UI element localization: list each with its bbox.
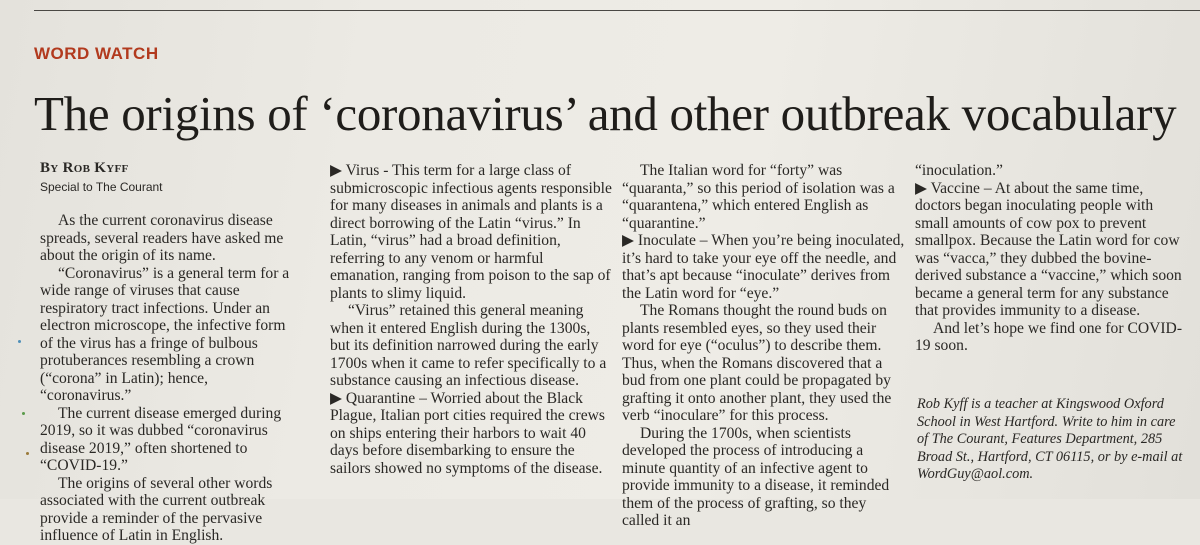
paper-fleck-icon [26, 452, 29, 455]
article-column-1 [40, 212, 302, 545]
paragraph: And let’s hope we find one for COVID-19 soon. [915, 319, 1183, 354]
paragraph: As the current coronavirus disease spreads, several readers have asked me about the origin of its name. [40, 212, 284, 264]
headline: The origins of ‘coronavirus’ and other outbreak vocabulary [34, 86, 1177, 141]
paragraph: The Romans thought the round buds on plants resembled eyes, so they used their word for eye (“oculus”) to describe them. Thus, when the Romans discovered that a bud from one plant could be propagated by grafting it onto another plant, they used the verb “inoculare” for this process. [622, 302, 892, 424]
paragraph: The current disease emerged during 2019, so it was dubbed “coronavirus disease 2019,” often shortened to “COVID-19.” [40, 404, 282, 474]
top-rule [34, 10, 1200, 11]
paragraph: ▶ Vaccine – At about the same time, doctors began inoculating people with small amounts of cow pox to prevent smallpox. Because the Latin word for cow was “vacca,” they dubbed the bovine-derived substance a “vaccine,” which soon became a general term for any substance that provides immunity to a disease. [915, 179, 1182, 319]
paragraph: “inoculation.” [915, 162, 1003, 179]
paper-fleck-icon [22, 412, 25, 415]
paragraph: The Italian word for “forty” was “quaranta,” so this period of isolation was a “quarantena,” which entered English as “quarantine.” [622, 162, 895, 232]
paper-fleck-icon [18, 340, 21, 343]
article-column-4 [915, 162, 1187, 355]
author-bio: Rob Kyff is a teacher at Kingswood Oxford School in West Hartford. Write to him in care of The Courant, Features Department, 285 Broad St., Hartford, CT 06115, or by e-mail at WordGuy@aol.com. [917, 396, 1183, 482]
paragraph: ▶ Virus - This term for a large class of submicroscopic infectious agents responsible for many diseases in animals and plants is a direct borrowing of the Latin “virus.” In Latin, “virus” had a broad definition, referring to any venom or harmful emanation, ranging from poison to the sap of plants to slimy liquid. [330, 162, 612, 302]
byline: By Rob Kyff [40, 160, 129, 176]
article-column-2 [330, 162, 612, 477]
paragraph: “Virus” retained this general meaning when it entered English during the 1300s, but its definition narrowed during the early 1700s when it came to refer specifically to a substance causing an infectious disease. [330, 302, 607, 389]
paragraph: During the 1700s, when scientists developed the process of introducing a minute quantity of an infective agent to provide immunity to a disease, it reminded them of the process of grafting, so they called it an [622, 424, 890, 529]
paragraph: “Coronavirus” is a general term for a wide range of viruses that cause respiratory tract infections. Under an electron microscope, the infective form of the virus has a fringe of bulbous protuberances resembling a crown (“corona” in Latin); hence, “coronavirus.” [40, 264, 290, 404]
section-kicker: WORD WATCH [34, 44, 159, 63]
paragraph: ▶ Inoculate – When you’re being inoculated, it’s hard to take your eye off the needle, and that’s apt because “inoculate” derives from the Latin word for “eye.” [622, 232, 905, 302]
paragraph: ▶ Quarantine – Worried about the Black Plague, Italian port cities required the crews on ships entering their harbors to wait 40 days before disembarking to ensure the sailors showed no symptoms of the disease. [330, 389, 605, 477]
paragraph: The origins of several other words associated with the current outbreak provide a reminder of the pervasive influence of Latin in English. [40, 474, 273, 544]
byline-credit: Special to The Courant [40, 180, 163, 194]
article-column-3 [622, 162, 907, 530]
